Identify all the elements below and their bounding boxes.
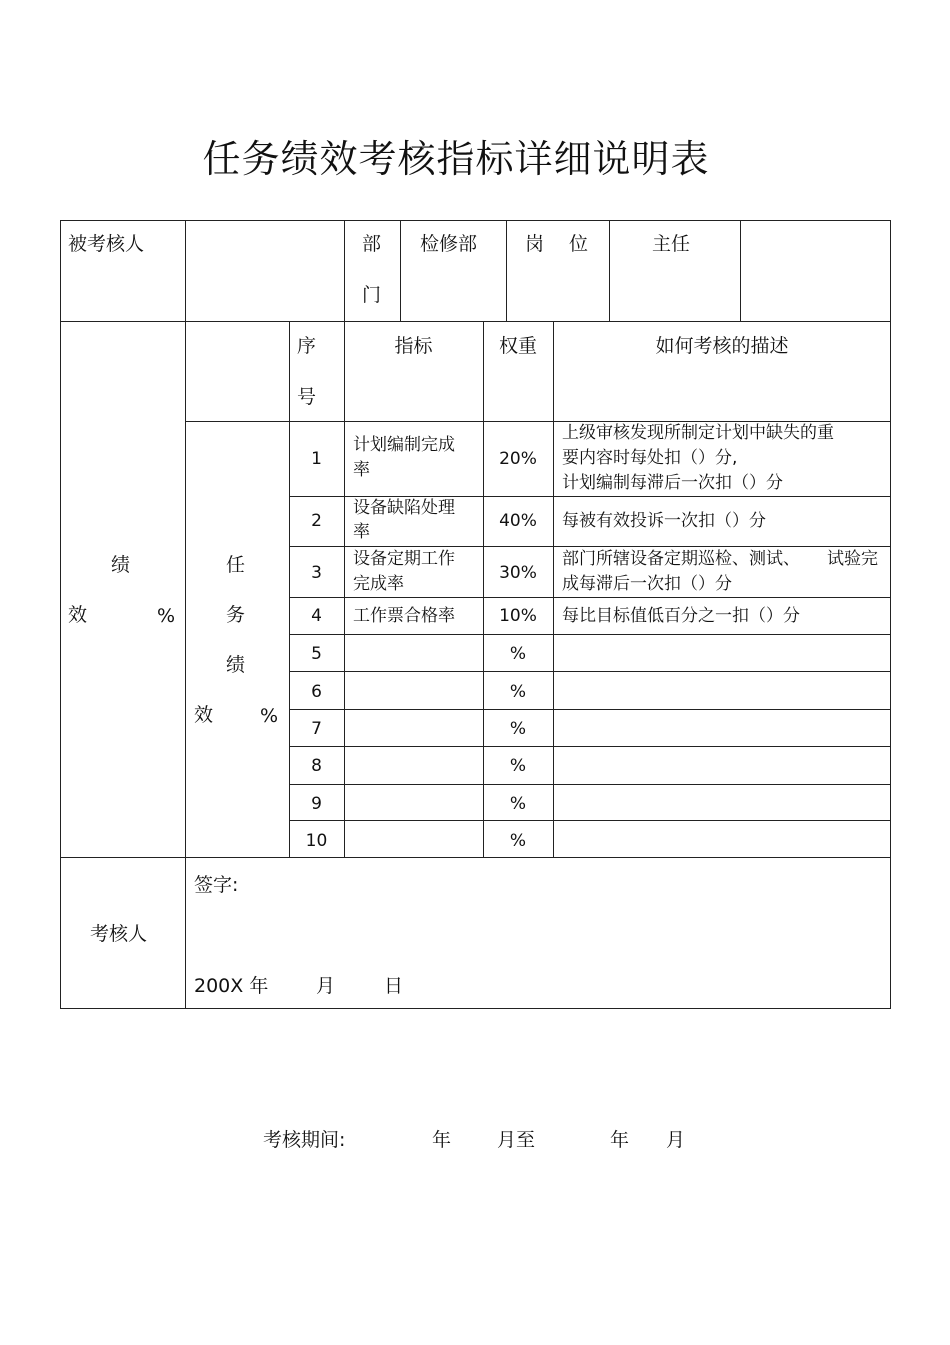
task-performance-label: 务 bbox=[226, 604, 246, 626]
assessor-label: 考核人 bbox=[90, 923, 148, 945]
performance-label: 效 bbox=[68, 604, 88, 626]
weight-value: 40% bbox=[499, 511, 537, 531]
col-divider bbox=[289, 321, 290, 857]
period-month-end: 月 bbox=[666, 1129, 686, 1151]
description-text: 计划编制每滞后一次扣（）分 bbox=[562, 473, 783, 493]
row-number: 1 bbox=[311, 449, 322, 469]
task-performance-label: 任 bbox=[226, 554, 246, 576]
sign-date-day: 日 bbox=[384, 975, 404, 997]
performance-label: 绩 bbox=[111, 554, 131, 576]
indicator-text: 率 bbox=[353, 522, 370, 542]
dept-value: 检修部 bbox=[420, 233, 478, 255]
description-text: 每比目标值低百分之一扣（）分 bbox=[562, 606, 800, 626]
performance-percent: % bbox=[157, 605, 176, 627]
weight-value: % bbox=[509, 794, 527, 814]
description-text: 部门所辖设备定期巡检、测试、 bbox=[562, 549, 800, 569]
sign-date-year: 200X 年 bbox=[194, 975, 269, 997]
weight-value: % bbox=[509, 831, 527, 851]
dept-label: 门 bbox=[362, 284, 382, 306]
description-text: 每被有效投诉一次扣（）分 bbox=[562, 511, 766, 531]
period-label: 考核期间: bbox=[263, 1129, 346, 1151]
indicator-text: 率 bbox=[353, 460, 370, 480]
description-text: 要内容时每处扣（）分, bbox=[562, 448, 738, 468]
weight-value: 10% bbox=[499, 606, 537, 626]
description-text: 试验完 bbox=[827, 549, 878, 569]
row-number: 5 bbox=[311, 644, 322, 664]
post-label: 位 bbox=[569, 233, 589, 255]
row-number: 9 bbox=[311, 794, 322, 814]
row-number: 10 bbox=[305, 831, 328, 851]
weight-value: % bbox=[509, 756, 527, 776]
task-performance-percent: % bbox=[260, 705, 279, 727]
row-number: 8 bbox=[311, 756, 322, 776]
row-divider bbox=[289, 597, 891, 598]
row-divider bbox=[289, 746, 891, 747]
dept-label: 部 bbox=[362, 233, 382, 255]
row-number: 6 bbox=[311, 682, 322, 702]
col-divider bbox=[506, 220, 507, 321]
period-year-end: 年 bbox=[610, 1129, 630, 1151]
row-divider bbox=[289, 709, 891, 710]
description-text: 成每滞后一次扣（）分 bbox=[562, 574, 732, 594]
row-divider bbox=[289, 820, 891, 821]
col-divider bbox=[609, 220, 610, 321]
indicator-text: 工作票合格率 bbox=[353, 606, 455, 626]
weight-value: 30% bbox=[499, 563, 537, 583]
seq-header: 号 bbox=[297, 386, 317, 408]
col-divider bbox=[483, 321, 484, 857]
col-divider bbox=[344, 321, 345, 857]
period-month-to: 月至 bbox=[497, 1129, 536, 1151]
post-label: 岗 bbox=[525, 233, 545, 255]
col-divider bbox=[400, 220, 401, 321]
col-divider bbox=[740, 220, 741, 321]
col-divider bbox=[344, 220, 345, 321]
row-divider bbox=[289, 784, 891, 785]
row-number: 4 bbox=[311, 606, 322, 626]
row-number: 2 bbox=[311, 511, 322, 531]
row-number: 7 bbox=[311, 719, 322, 739]
indicator-header: 指标 bbox=[394, 335, 433, 357]
description-text: 上级审核发现所制定计划中缺失的重 bbox=[562, 423, 834, 443]
sign-date-month: 月 bbox=[316, 975, 336, 997]
examinee-label: 被考核人 bbox=[68, 233, 145, 255]
row-divider bbox=[289, 671, 891, 672]
col-divider bbox=[185, 220, 186, 1009]
indicator-text: 计划编制完成 bbox=[353, 435, 455, 455]
weight-value: % bbox=[509, 719, 527, 739]
indicator-text: 完成率 bbox=[353, 574, 404, 594]
post-value: 主任 bbox=[652, 233, 691, 255]
row-number: 3 bbox=[311, 563, 322, 583]
sign-label: 签字: bbox=[194, 874, 239, 896]
seq-header: 序 bbox=[297, 335, 317, 357]
task-performance-label: 效 bbox=[194, 704, 214, 726]
weight-header: 权重 bbox=[498, 335, 537, 357]
page-title: 任务绩效考核指标详细说明表 bbox=[202, 137, 710, 181]
description-header: 如何考核的描述 bbox=[655, 335, 789, 357]
weight-value: % bbox=[509, 682, 527, 702]
weight-value: % bbox=[509, 644, 527, 664]
col-divider bbox=[553, 321, 554, 857]
indicator-text: 设备缺陷处理 bbox=[353, 498, 455, 518]
row-divider bbox=[289, 634, 891, 635]
task-performance-label: 绩 bbox=[226, 654, 246, 676]
period-year-start: 年 bbox=[432, 1129, 452, 1151]
indicator-text: 设备定期工作 bbox=[353, 549, 455, 569]
weight-value: 20% bbox=[499, 449, 537, 469]
